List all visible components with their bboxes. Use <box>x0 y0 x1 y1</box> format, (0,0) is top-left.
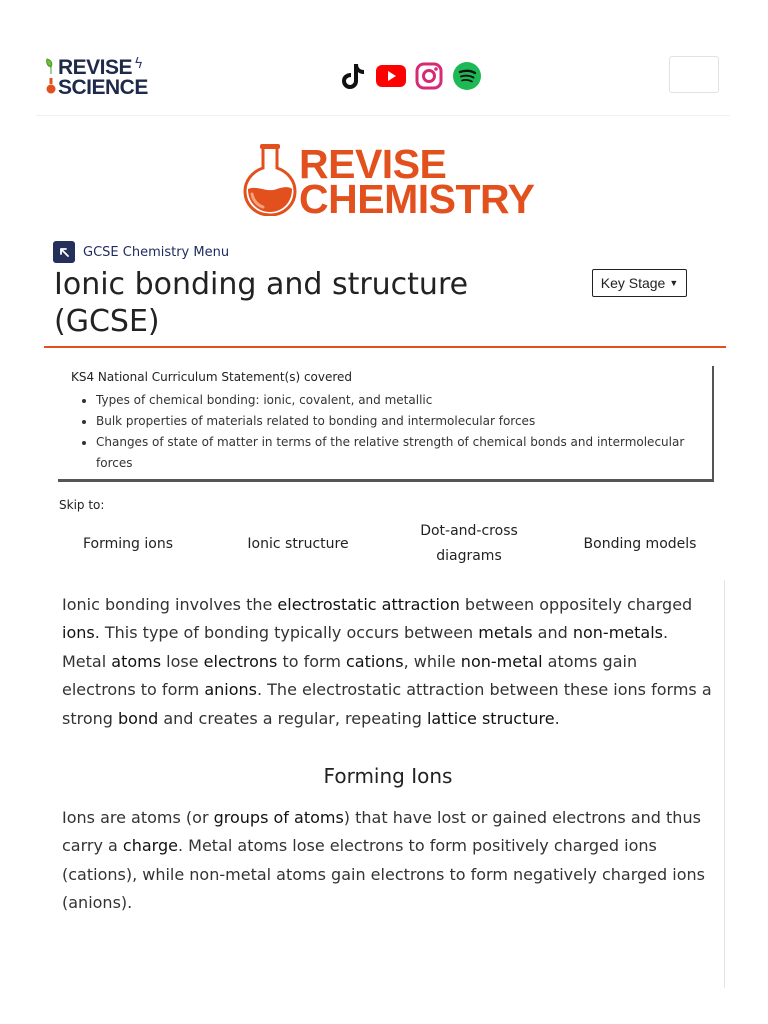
page-title: Ionic bonding and structure (GCSE) <box>54 267 469 339</box>
revise-science-logo[interactable] <box>46 56 158 100</box>
keyword-link[interactable]: cations <box>345 651 404 671</box>
keyword-link[interactable]: electrons <box>203 651 278 671</box>
banner-text-revise: REVISE <box>299 141 447 187</box>
spotify-link[interactable] <box>452 61 482 91</box>
intro-paragraph: Ionic bonding involves the electrostatic attraction between oppositely charged ions. This type of bonding typically occurs between metals and non-metals. Metal atoms lose electrons to form cations, while non-metal atoms gain electrons to form anions. The electrostatic attraction between these ions forms a strong bond and creates a regular, repeating lattice structure. <box>62 595 712 728</box>
breadcrumb-label: GCSE Chemistry Menu <box>83 244 230 260</box>
keyword-link[interactable]: bond <box>118 708 159 728</box>
spotify-icon <box>453 62 481 90</box>
forming-ions-paragraph: Ions are atoms (or groups of atoms) that have lost or gained electrons and thus carry a charge. Metal atoms lose electrons to form positively charged ions (cations), while non-metal atoms gain electrons to form negatively charged ions (anions). <box>62 808 705 913</box>
menu-toggle-button[interactable] <box>669 56 719 93</box>
skip-link-dot-and-cross[interactable]: Dot-and-cross diagrams <box>420 523 518 564</box>
youtube-icon <box>376 65 406 87</box>
tiktok-link[interactable] <box>338 61 368 91</box>
keyword-link[interactable]: groups of atoms <box>213 808 344 827</box>
curriculum-heading: KS4 National Curriculum Statement(s) covered <box>71 370 353 384</box>
keyword-link[interactable]: metals <box>478 623 533 643</box>
skip-link-forming-ions[interactable]: Forming ions <box>83 535 173 552</box>
instagram-icon <box>415 62 443 90</box>
keyword-link[interactable]: electrostatic attraction <box>277 595 460 614</box>
breadcrumb[interactable] <box>53 241 229 263</box>
list-item: • Bulk properties of materials related to bonding and intermolecular forces <box>96 411 696 432</box>
key-stage-label: Key Stage <box>600 275 666 291</box>
list-item: • Types of chemical bonding: ionic, covalent, and metallic <box>96 390 696 411</box>
curriculum-box <box>58 366 714 482</box>
skip-to-label: Skip to: <box>59 498 105 512</box>
caret-down-icon: ▼ <box>669 278 679 288</box>
round-flask-icon <box>243 142 297 216</box>
instagram-link[interactable] <box>414 61 444 91</box>
keyword-link[interactable]: lattice structure <box>426 708 555 728</box>
logo-text-science: SCIENCE <box>58 76 148 99</box>
banner-text-chemistry: CHEMISTRY <box>299 176 535 222</box>
keyword-link[interactable]: charge <box>122 836 178 856</box>
skip-to-nav <box>44 516 744 572</box>
skip-link-ionic-structure[interactable]: Ionic structure <box>247 535 349 552</box>
arrow-up-left-icon <box>53 241 75 263</box>
title-divider <box>44 346 726 348</box>
key-stage-dropdown[interactable] <box>592 269 687 297</box>
keyword-link[interactable]: atoms <box>111 651 162 671</box>
leaf-icon <box>46 58 56 74</box>
keyword-link[interactable]: anions <box>204 680 257 700</box>
flask-icon <box>46 78 56 94</box>
revise-chemistry-logo[interactable] <box>243 141 535 222</box>
keyword-link[interactable]: non-metals <box>572 623 663 643</box>
curriculum-list <box>71 390 696 474</box>
tiktok-icon <box>340 62 366 90</box>
lightning-icon: ϟ <box>134 56 144 72</box>
keyword-link[interactable]: non-metal <box>460 651 543 671</box>
logo-text-revise: REVISE <box>58 56 133 79</box>
skip-link-bonding-models[interactable]: Bonding models <box>583 535 697 552</box>
content-divider <box>724 580 725 988</box>
keyword-link[interactable]: ions <box>62 623 95 643</box>
section-heading-forming-ions: Forming Ions <box>323 764 453 788</box>
social-links <box>338 60 482 92</box>
youtube-link[interactable] <box>376 61 406 91</box>
site-header <box>36 40 730 116</box>
list-item: • Changes of state of matter in terms of the relative strength of chemical bonds and intermolecular forces <box>96 432 696 474</box>
